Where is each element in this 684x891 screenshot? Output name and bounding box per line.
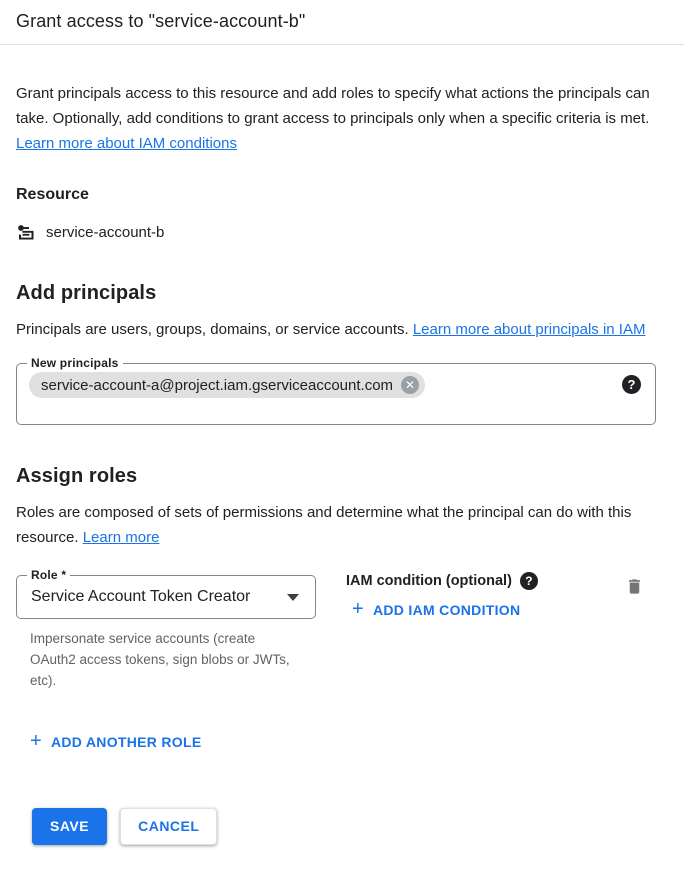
add-another-role-button[interactable] — [30, 730, 202, 752]
role-column — [16, 568, 316, 691]
resource-name: service-account-b — [46, 223, 165, 241]
assign-roles-heading: Assign roles — [16, 465, 138, 487]
help-icon[interactable]: ? — [622, 375, 641, 394]
dialog-footer — [32, 808, 656, 845]
assign-roles-text-segment: Roles are composed of sets of permissions and determine what the principal can do with this resource. — [16, 504, 632, 546]
role-select-label-text: Role * — [31, 568, 67, 582]
add-principals-heading: Add principals — [16, 282, 157, 304]
help-icon[interactable]: ? — [520, 572, 538, 590]
dialog-header — [0, 0, 684, 45]
add-principals-text-segment: Principals are users, groups, domains, or service accounts. — [16, 321, 413, 338]
save-button[interactable]: SAVE — [32, 808, 107, 845]
iam-condition-label-row — [346, 572, 625, 590]
role-select-label — [27, 568, 70, 582]
new-principals-field[interactable] — [16, 356, 656, 425]
chevron-down-icon — [287, 594, 299, 601]
intro-text-segment: Grant principals access to this resource and add roles to specify what actions the principals can take. Optionally, add conditions to grant access to principals only when a specific criteria is met. — [16, 85, 650, 127]
principal-chip[interactable] — [29, 372, 425, 398]
resource-row — [16, 222, 656, 242]
principal-chip-text: service-account-a@project.iam.gserviceaccount.com — [41, 376, 394, 394]
add-principals-text — [16, 317, 656, 342]
role-select[interactable] — [16, 568, 316, 619]
plus-icon: + — [30, 730, 42, 752]
delete-role-column — [625, 568, 656, 602]
iam-condition-label: IAM condition (optional) — [346, 573, 512, 589]
role-selected-value: Service Account Token Creator — [31, 588, 251, 605]
plus-icon: + — [352, 598, 364, 620]
new-principals-body[interactable] — [21, 370, 651, 424]
new-principals-label-text: New principals — [31, 356, 119, 370]
trash-icon — [625, 576, 644, 597]
learn-more-roles-link[interactable]: Learn more — [82, 529, 160, 546]
intro-text — [16, 81, 656, 156]
resource-heading: Resource — [16, 186, 89, 203]
iam-condition-column — [346, 568, 625, 620]
dialog-body — [0, 81, 684, 845]
role-description: Impersonate service accounts (create OAuth2 access tokens, sign blobs or JWTs, etc). — [30, 631, 290, 688]
close-circle-icon[interactable]: ✕ — [401, 376, 419, 394]
new-principals-label — [27, 356, 123, 370]
dialog-title: Grant access to "service-account-b" — [16, 11, 306, 31]
learn-more-principals-link[interactable]: Learn more about principals in IAM — [412, 321, 646, 338]
cancel-button[interactable]: CANCEL — [120, 808, 217, 845]
delete-role-button[interactable] — [625, 576, 644, 597]
service-account-icon — [16, 222, 36, 242]
role-binding-row — [16, 568, 656, 691]
learn-more-iam-conditions-link[interactable]: Learn more about IAM conditions — [16, 135, 237, 152]
assign-roles-text — [16, 500, 656, 550]
add-iam-condition-label: ADD IAM CONDITION — [372, 602, 521, 618]
role-select-value-row[interactable] — [21, 582, 311, 618]
add-another-role-label: ADD ANOTHER ROLE — [50, 734, 202, 750]
add-iam-condition-button[interactable] — [352, 598, 521, 620]
